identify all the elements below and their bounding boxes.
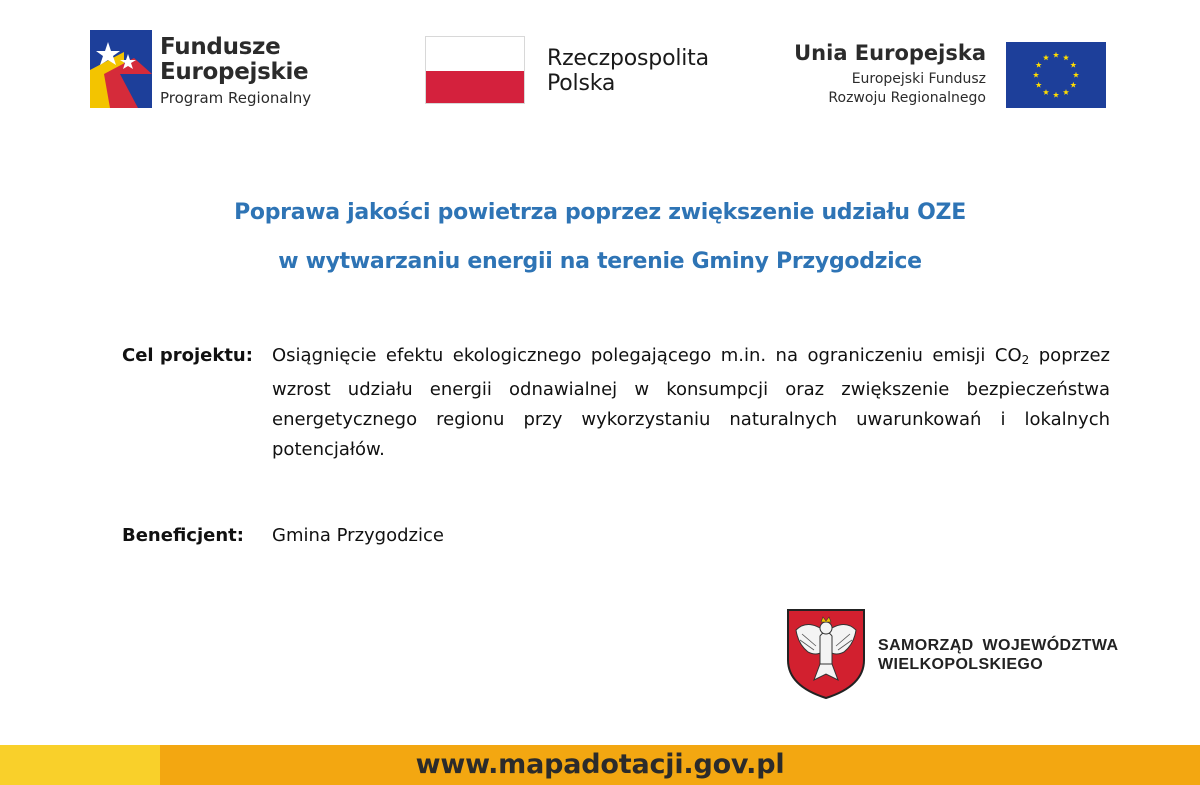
polish-flag-icon (425, 36, 525, 104)
cel-line-4: potencjałów. (272, 439, 385, 460)
samorzad-line1: SAMORZĄD WOJEWÓDZTWA (878, 637, 1119, 654)
fe-line1: Fundusze (160, 34, 281, 60)
samorzad-line2: WIELKOPOLSKIEGO (878, 656, 1044, 673)
rzeczpospolita-polska-logo (425, 36, 745, 106)
rp-line2: Polska (547, 71, 616, 96)
cel-projektu-text (272, 341, 1110, 465)
cel-line-3: energetycznego regionu przy wykorzystaniu naturalnych uwarunkowań i lokalnych (272, 409, 1110, 430)
ue-line1: Unia Europejska (794, 41, 986, 65)
footer-url-link[interactable]: www.mapadotacji.gov.pl (415, 749, 785, 780)
cel-projektu-label: Cel projektu: (122, 345, 253, 366)
cel-line-1: Osiągnięcie efektu ekologicznego polegającego m.in. na ograniczeniu emisji $CO_2$ poprzez (272, 345, 1110, 367)
ue-line2: Europejski Fundusz (851, 71, 986, 87)
rp-line1: Rzeczpospolita (547, 46, 709, 71)
beneficjent-value: Gmina Przygodzice (272, 525, 444, 546)
fe-line3: Program Regionalny (160, 89, 312, 107)
logo-bar (0, 0, 1200, 150)
samorzad-wojewodztwa-logo (786, 608, 1126, 703)
ue-line3: Rozwoju Regionalnego (828, 90, 986, 106)
fundusze-europejskie-logo (70, 22, 320, 132)
wielkopolska-eagle-coat-of-arms-icon (786, 608, 866, 700)
unia-europejska-logo (790, 24, 1120, 124)
footer-bar (0, 745, 1200, 785)
eu-flag-icon (1006, 42, 1106, 108)
beneficjent-label: Beneficjent: (122, 525, 244, 546)
cel-line-2: wzrost udziału energii odnawialnej w konsumpcji oraz zwiększenie bezpieczeństwa (272, 379, 1110, 400)
fundusze-europejskie-flag-icon (90, 30, 160, 110)
fe-line2: Europejskie (160, 59, 309, 85)
title-line-2: w wytwarzaniu energii na terenie Gminy Przygodzice (278, 249, 922, 274)
title-line-1: Poprawa jakości powietrza poprzez zwiększenie udziału OZE (234, 200, 966, 225)
